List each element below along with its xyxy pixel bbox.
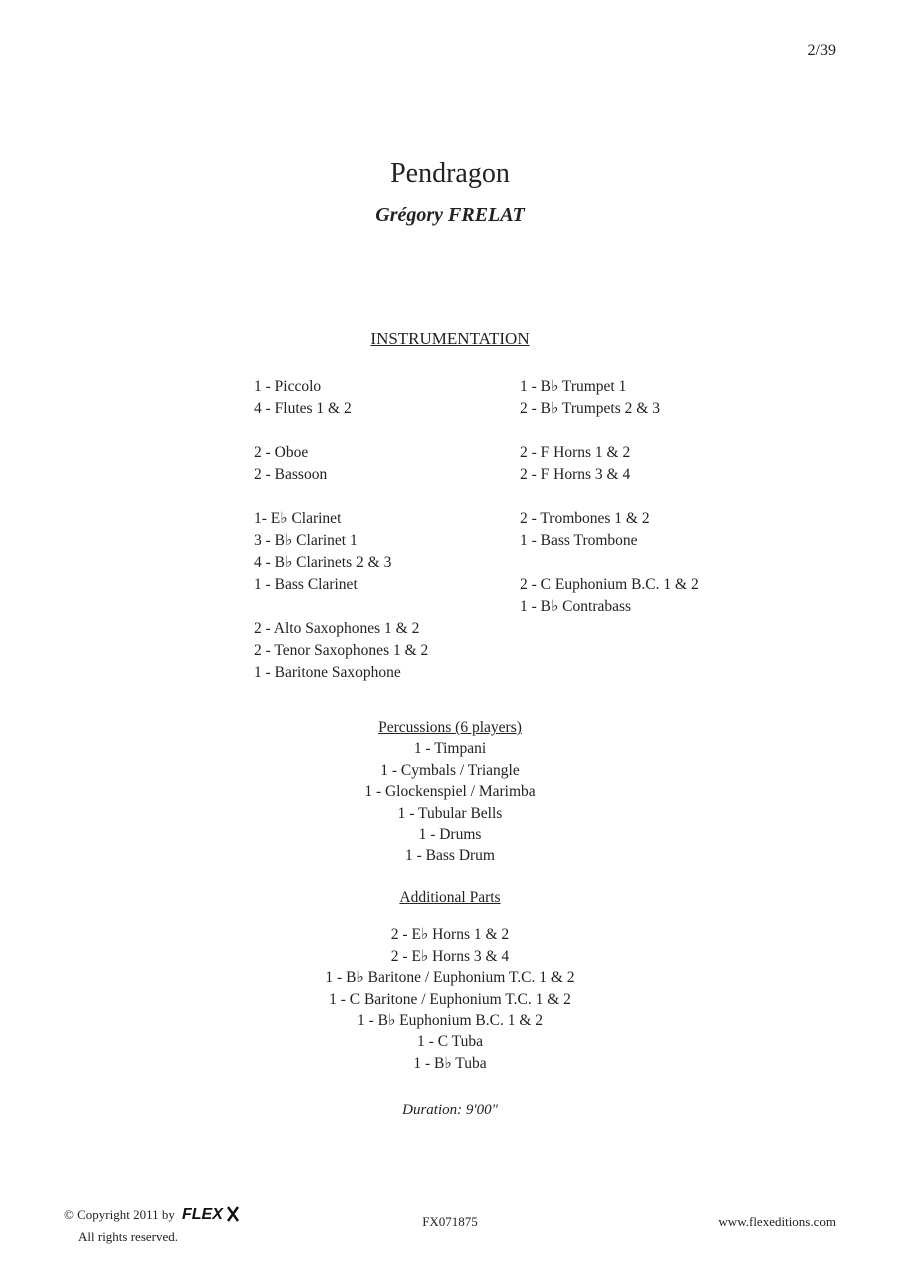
- website-link: www.flexeditions.com: [718, 1214, 836, 1229]
- instrument-line: 2 - Bassoon: [254, 466, 328, 483]
- instrument-line: 1 - B♭ Contrabass: [520, 598, 632, 615]
- page-title: Pendragon: [390, 158, 510, 189]
- instrument-line: 2 - Tenor Saxophones 1 & 2: [254, 642, 429, 659]
- instrument-group: [520, 442, 699, 486]
- instrumentation-heading: INSTRUMENTATION: [370, 329, 530, 348]
- instrument-line: 1- E♭ Clarinet: [254, 510, 342, 527]
- instrument-line: 1 - Baritone Saxophone: [254, 664, 401, 681]
- composer-name: Grégory FRELAT: [375, 204, 525, 226]
- duration: Duration: 9'00": [402, 1102, 498, 1118]
- additional-parts-section: [0, 887, 900, 1074]
- instrument-group: [520, 508, 699, 552]
- page-number: 2/39: [807, 42, 836, 59]
- instrument-line: 1 - B♭ Trumpet 1: [520, 378, 627, 395]
- instrument-line: 2 - Alto Saxophones 1 & 2: [254, 620, 420, 637]
- part-line: 1 - B♭ Baritone / Euphonium T.C. 1 & 2: [325, 969, 575, 987]
- rights-text: All rights reserved.: [78, 1229, 179, 1244]
- instrument-line: 3 - B♭ Clarinet 1: [254, 532, 358, 549]
- copyright-text: © Copyright 2011 by: [64, 1207, 175, 1222]
- part-line: 1 - Tubular Bells: [397, 804, 503, 822]
- percussion-list: [0, 738, 900, 866]
- instrument-line: 2 - B♭ Trumpets 2 & 3: [520, 400, 660, 417]
- instrument-group: [254, 442, 428, 486]
- part-line: 1 - C Tuba: [417, 1033, 483, 1051]
- part-line: 1 - Drums: [418, 826, 482, 844]
- part-line: 1 - C Baritone / Euphonium T.C. 1 & 2: [329, 990, 571, 1008]
- instrument-line: 1 - Bass Trombone: [520, 532, 638, 549]
- part-line: 1 - Bass Drum: [405, 847, 495, 865]
- additional-parts-list: [0, 924, 900, 1074]
- instrument-line: 1 - Bass Clarinet: [254, 576, 358, 593]
- svg-text:FLEX: FLEX: [182, 1206, 224, 1223]
- part-line: 1 - Glockenspiel / Marimba: [364, 783, 536, 801]
- instrument-line: 1 - Piccolo: [254, 378, 322, 395]
- part-line: 1 - B♭ Tuba: [413, 1054, 487, 1072]
- instrument-list-right: [520, 376, 699, 640]
- instrument-list-left: [254, 376, 428, 706]
- additional-parts-heading: Additional Parts: [399, 889, 501, 906]
- percussion-section: [0, 717, 900, 867]
- part-line: 1 - B♭ Euphonium B.C. 1 & 2: [357, 1012, 543, 1030]
- instrument-line: 2 - F Horns 3 & 4: [520, 466, 631, 483]
- instrument-line: 2 - F Horns 1 & 2: [520, 444, 631, 461]
- part-line: 1 - Cymbals / Triangle: [380, 761, 520, 779]
- instrument-group: [254, 618, 428, 684]
- part-line: 1 - Timpani: [413, 740, 487, 758]
- part-line: 2 - E♭ Horns 3 & 4: [390, 947, 510, 965]
- instrument-group: [254, 376, 428, 420]
- catalog-number: FX071875: [422, 1214, 478, 1229]
- instrument-line: 4 - Flutes 1 & 2: [254, 400, 352, 417]
- instrument-line: 2 - C Euphonium B.C. 1 & 2: [520, 576, 699, 593]
- instrument-group: [254, 508, 428, 596]
- instrument-line: 4 - B♭ Clarinets 2 & 3: [254, 554, 392, 571]
- instrument-line: 2 - Oboe: [254, 444, 309, 461]
- part-line: 2 - E♭ Horns 1 & 2: [390, 926, 510, 944]
- instrument-group: [520, 376, 699, 420]
- percussion-heading: Percussions (6 players): [378, 719, 522, 736]
- instrument-group: [520, 574, 699, 618]
- instrument-line: 2 - Trombones 1 & 2: [520, 510, 650, 527]
